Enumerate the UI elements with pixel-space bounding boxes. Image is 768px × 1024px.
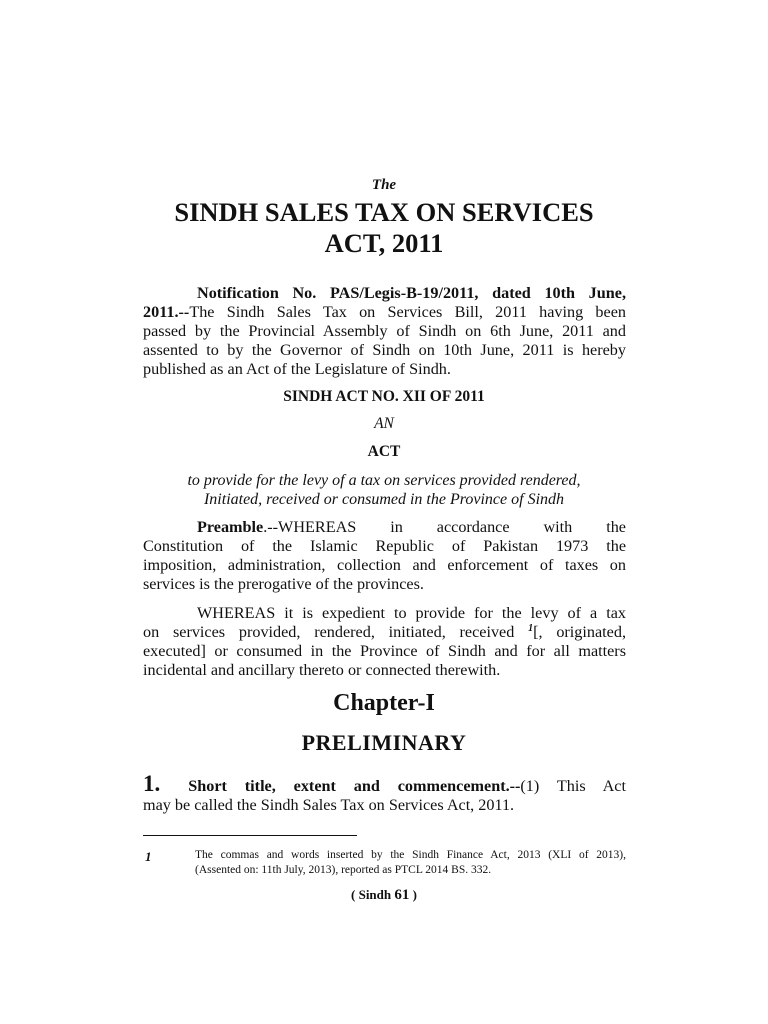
section-number: 1. <box>143 772 161 796</box>
act-title-line1: SINDH SALES TAX ON SERVICES <box>174 197 594 227</box>
title-prefix: The <box>371 177 397 193</box>
act-an: AN <box>374 415 394 432</box>
purpose-line1: to provide for the levy of a tax on services provided rendered, <box>187 472 581 489</box>
preamble-label: Preamble <box>197 518 264 536</box>
footnote-reference: 1 <box>528 623 534 634</box>
notification-paragraph: Notification No. PAS/Legis-B-19/2011, dated 10th June, 2011.--The Sindh Sales Tax on Services Bill, 2011 having been passed by the Provincial Assembly of Sindh on 6th June, 2011 and assented to by the Governor of Sindh on 10th June, 2011 is hereby published as an Act of the Legislature of Sindh. <box>143 284 626 378</box>
section-1: 1. Short title, extent and commencement.--(1) This Act may be called the Sindh Sales Tax on Services Act, 2011. <box>143 772 626 814</box>
notification-year: 2011.-- <box>143 303 190 321</box>
footnote-marker: 1 <box>145 849 152 864</box>
purpose-line2: Initiated, received or consumed in the Province of Sindh <box>203 491 565 508</box>
act-title-line2: ACT, 2011 <box>324 228 444 258</box>
act-label: ACT <box>367 443 401 460</box>
whereas-paragraph: WHEREAS it is expedient to provide for the levy of a tax on services provided, rendered, initiated, received $^1$[, originated, executed] or consumed in the Province of Sindh and for all matters incidental and ancillary thereto or connected therewith. <box>143 604 626 679</box>
chapter-subtitle: PRELIMINARY <box>301 730 467 755</box>
chapter-title: Chapter-I <box>333 690 435 716</box>
notification-heading: Notification No. PAS/Legis-B-19/2011, dated 10th June, <box>197 284 626 302</box>
footnote-divider <box>143 835 357 836</box>
act-number: SINDH ACT NO. XII OF 2011 <box>283 388 485 405</box>
preamble-paragraph: Preamble.--WHEREAS in accordance with the Constitution of the Islamic Republic of Pakistan 1973 the imposition, administration, collection and enforcement of taxes on services is the prerogative of the provinces. <box>143 518 626 593</box>
page-number: ( Sindh 61 ) <box>351 887 417 903</box>
footnote-text: The commas and words inserted by the Sindh Finance Act, 2013 (XLI of 2013), (Assented on: 11th July, 2013), reported as PTCL 2014 BS. 332. <box>195 849 626 876</box>
section-heading: Short title, extent and commencement.-- <box>188 777 521 795</box>
